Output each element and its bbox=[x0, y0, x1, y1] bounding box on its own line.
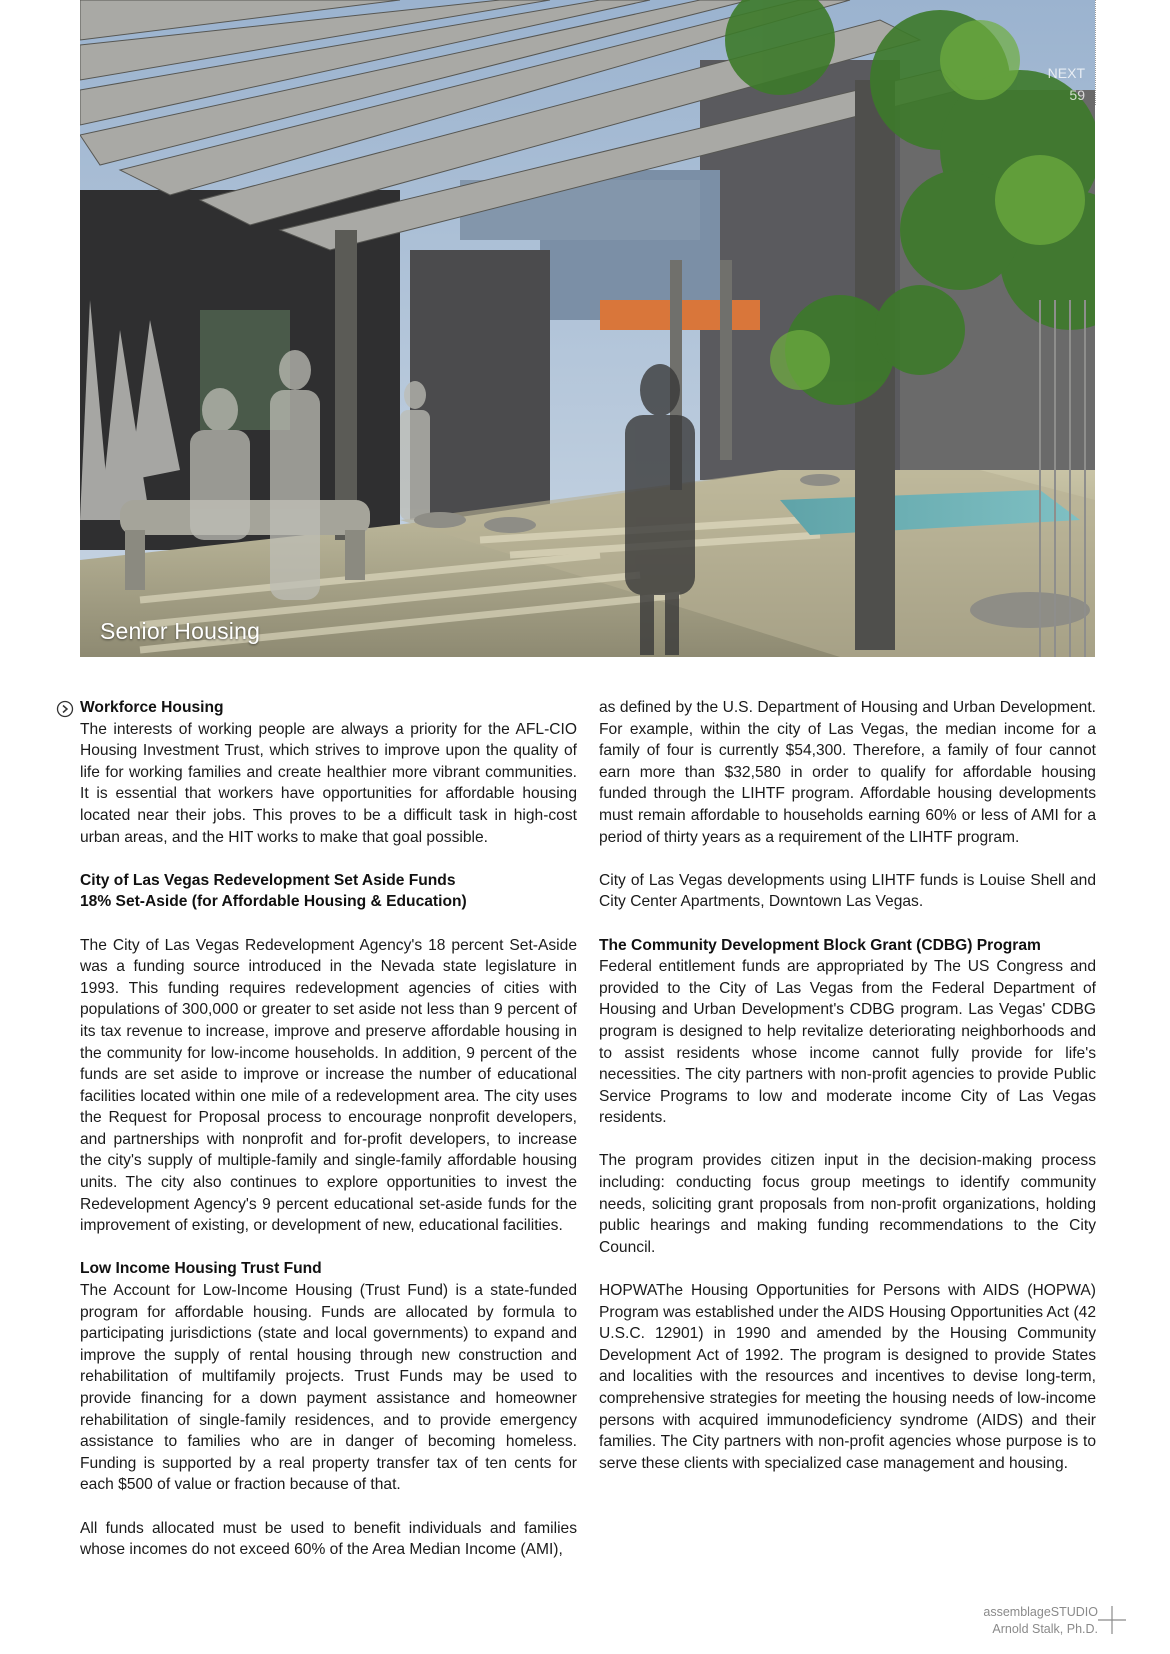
hero-rendering bbox=[80, 0, 1095, 657]
workforce-housing-heading: Workforce Housing bbox=[80, 699, 224, 716]
lihtf-developments: City of Las Vegas developments using LIHTF funds is Louise Shell and City Center Apartments, Downtown Las Vegas. bbox=[599, 871, 1096, 911]
set-aside-heading-line2: 18% Set-Aside (for Affordable Housing & Education) bbox=[80, 893, 467, 911]
next-page-link[interactable]: NEXT bbox=[1047, 65, 1085, 81]
set-aside-body: The City of Las Vegas Redevelopment Agency's 18 percent Set-Aside was a funding source introduced in the Nevada state legislature in 1993. This funding requires redevelopment agencies of cities with populations of 300,000 or greater to set aside not less than 9 percent of its tax revenue to increase, improve and preserve affordable housing in the community for low-income households. In addition, 9 percent of the funds are set aside to improve or increase the number of educational facilities located within one mile of a redevelopment area. The city uses the Request for Proposal process to encourage nonprofit developers, and partnerships with nonprofit and for-profit developers, to increase the city's supply of multiple-family and single-family affordable housing units. The city also continues to explore opportunities to invest the Redevelopment Agency's 9 percent educational set-aside funds for the improvement of existing, or development of new, educational facilities. bbox=[80, 936, 577, 1235]
hero-caption: Senior Housing bbox=[100, 618, 261, 644]
workforce-housing-body: The interests of working people are always a priority for the AFL-CIO Housing Investment Trust, which strives to improve upon the quality of life for working families and create healthier more vibrant communities. It is essential that workers have opportunities for affordable housing located near their jobs. This proves to be a difficult task in high-cost urban areas, and the HIT works to make that goal possible. bbox=[80, 720, 577, 846]
right-text-column bbox=[599, 697, 1096, 1496]
author-name: Arnold Stalk, Ph.D. bbox=[992, 1622, 1098, 1636]
page-navigation[interactable] bbox=[1048, 62, 1085, 106]
courtyard-rendering-image bbox=[80, 0, 1095, 657]
left-text-column bbox=[80, 697, 577, 1582]
page-edge-divider bbox=[1095, 0, 1096, 105]
cdbg-heading: The Community Development Block Grant (CDBG) Program bbox=[599, 936, 1041, 954]
cdbg-body: Federal entitlement funds are appropriated by The US Congress and provided to the City of Las Vegas from the Federal Department of Housing and Urban Development's CDBG program. Las Vegas' CDBG program is designed to help revitalize deteriorating neighborhoods and to assist residents whose income cannot fully provide for life's necessities. The city partners with non-profit agencies to provide Public Service Programs to low and moderate income City of Las Vegas residents. bbox=[599, 958, 1096, 1127]
chevron-right-circle-icon bbox=[56, 700, 74, 718]
lihtf-body: The Account for Low-Income Housing (Trust Fund) is a state-funded program for affordable housing. Funds are allocated by formula to participating jurisdictions (state and local governments) to expand and improve the supply of rental housing through new construction and rehabilitation of multifamily projects. Trust Funds may be used to provide financing for a down payment assistance and homeowner rehabilitation of single-family residences, and to provide emergency assistance to families who are in danger of becoming homeless. Funding is supported by a real property transfer tax of ten cents for each $500 of value or fraction because of that. bbox=[80, 1282, 577, 1494]
plus-mark-icon bbox=[1098, 1606, 1126, 1634]
footer-credit bbox=[983, 1604, 1098, 1638]
page-number: 59 bbox=[1069, 87, 1085, 103]
lihtf-body-2: All funds allocated must be used to benefit individuals and families whose incomes do not exceed 60% of the Area Median Income (AMI), bbox=[80, 1519, 577, 1559]
set-aside-heading bbox=[80, 870, 577, 913]
lihtf-heading: Low Income Housing Trust Fund bbox=[80, 1260, 322, 1278]
cdbg-body-2: The program provides citizen input in the decision-making process including: conducting focus group meetings to identify community needs, soliciting grant proposals from non-profit organizations, holding public hearings and making funding recommendations to the City Council. bbox=[599, 1152, 1096, 1256]
hopwa-body: HOPWAThe Housing Opportunities for Persons with AIDS (HOPWA) Program was established under the AIDS Housing Opportunities Act (42 U.S.C. 12901) in 1990 and amended by the Housing Community Development Act of 1992. The program is designed to provide States and localities with the resources and incentives to devise long-term, comprehensive strategies for meeting the housing needs of low-income persons with acquired immunodeficiency syndrome (AIDS) and their families. The City partners with non-profit agencies whose purpose is to serve these clients with specialized case management and housing. bbox=[599, 1282, 1096, 1472]
set-aside-heading-line1: City of Las Vegas Redevelopment Set Aside Funds bbox=[80, 871, 456, 889]
lihtf-continuation: as defined by the U.S. Department of Housing and Urban Development. For example, within the city of Las Vegas, the median income for a family of four is currently $54,300. Therefore, a family of four cannot earn more than $32,580 in order to qualify for affordable housing funded through the LIHTF program. Affordable housing developments must remain affordable to households earning 60% or less of AMI for a period of thirty years as a requirement of the LIHTF program. bbox=[599, 699, 1096, 846]
studio-name: assemblageSTUDIO bbox=[983, 1605, 1098, 1619]
